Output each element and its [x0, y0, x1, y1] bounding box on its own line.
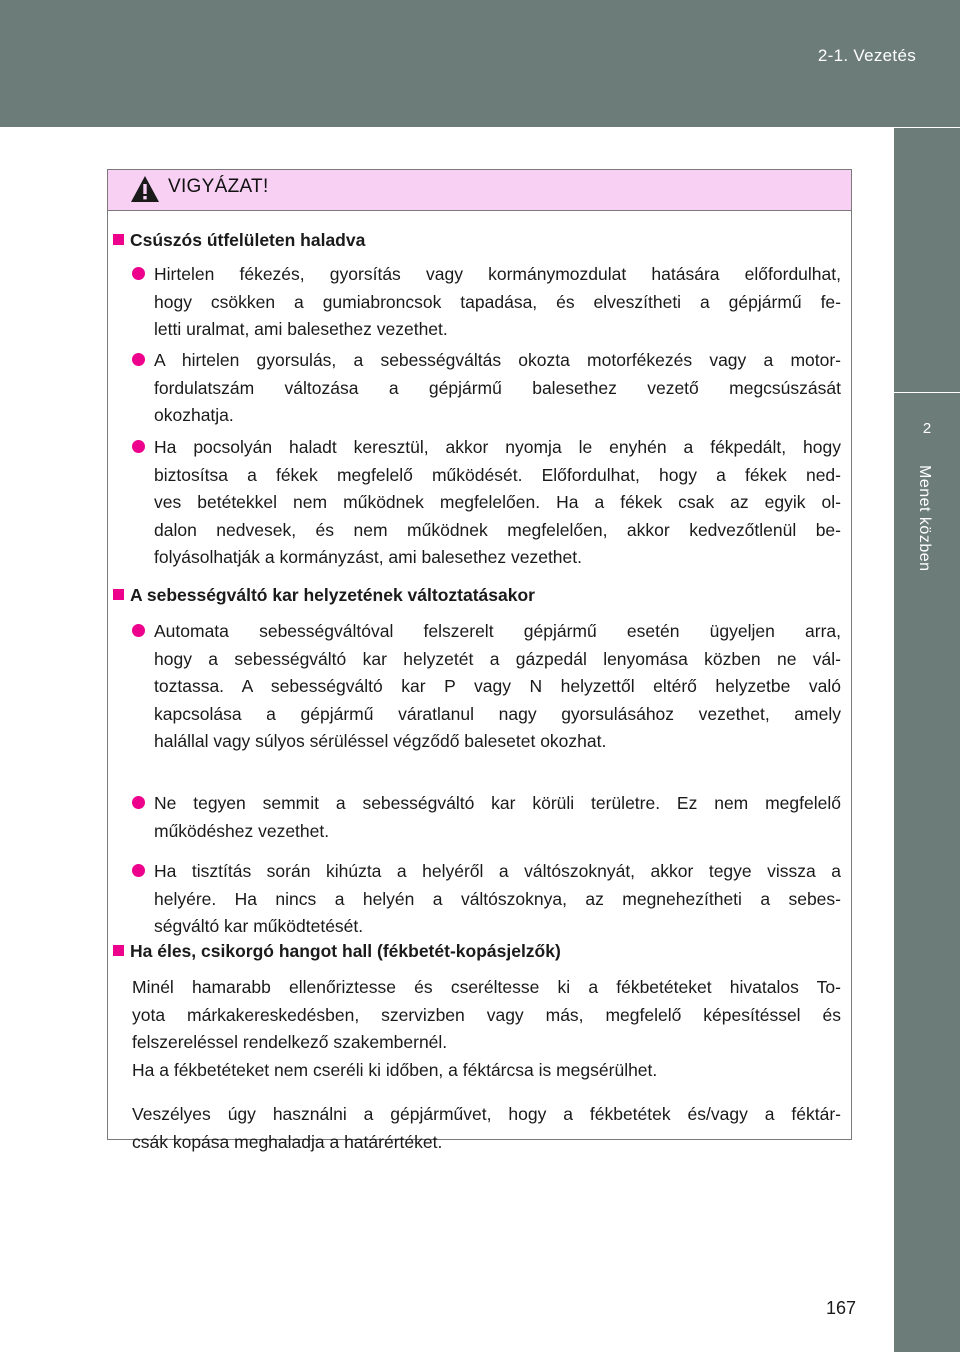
section-heading-text: Csúszós útfelületen haladva [130, 230, 366, 250]
square-bullet-icon [113, 234, 124, 245]
text-line: yota márkakereskedésben, szervizben vagy más, megfelelő képesítéssel és [132, 1004, 841, 1025]
text-line: hogy a sebességváltó kar helyzetét a gázpedál lenyomása közben ne vál- [154, 648, 841, 669]
text-line: hogy csökken a gumiabroncsok tapadása, és elveszítheti a gépjármű fe- [154, 291, 841, 312]
round-bullet-icon [132, 440, 145, 453]
text-line: ves betétekkel nem működnek megfelelően. Ha a fékek csak az egyik ol- [154, 492, 841, 512]
chapter-number: 2 [922, 420, 932, 437]
text-line: halállal vagy súlyos sérüléssel végződő balesetet okozhat. [154, 731, 607, 751]
section-heading [113, 230, 365, 251]
warning-triangle-icon [130, 175, 160, 203]
text-line: működéshez vezethet. [154, 820, 330, 841]
round-bullet-icon [132, 624, 145, 637]
round-bullet-icon [132, 267, 145, 280]
square-bullet-icon [113, 945, 124, 956]
text-line: ségváltó kar működtetését. [154, 916, 364, 936]
text-line: Automata sebességváltóval felszerelt gépjármű esetén ügyeljen arra, [154, 621, 841, 641]
text-line: kapcsolása a gépjármű váratlanul nagy gyorsulásához vezethet, amely [154, 703, 841, 724]
text-line: fordulatszám változása a gépjármű balesethez vezető megcsúszását [154, 377, 841, 398]
section-heading [113, 585, 535, 606]
text-line: Ha pocsolyán haladt keresztül, akkor nyomja le enyhén a fékpedált, hogy [154, 437, 841, 457]
round-bullet-icon [132, 353, 145, 366]
text-line: folyásolhatják a kormányzást, ami balesethez vezethet. [154, 547, 582, 567]
page-number: 167 [825, 1298, 856, 1318]
text-line: Ha tisztítás során kihúzta a helyéről a váltószoknyát, akkor tegye vissza a [154, 861, 841, 881]
text-line: helyére. Ha nincs a helyén a váltószoknya, az megnehezítheti a sebes- [154, 888, 841, 909]
section-heading-text: A sebességváltó kar helyzetének változtatásakor [130, 585, 535, 605]
text-line: Minél hamarabb ellenőriztesse és cseréltesse ki a fékbetéteket hivatalos To- [132, 977, 841, 997]
text-line: dalon nedvesek, és nem működnek megfelelően, akkor kedvezőtlenül be- [154, 519, 841, 540]
text-line: A hirtelen gyorsulás, a sebességváltás okozta motorfékezés vagy a motor- [154, 350, 841, 370]
warning-box [107, 169, 852, 1152]
text-line: letti uralmat, ami balesethez vezethet. [154, 319, 448, 339]
text-line: Ha a fékbetéteket nem cseréli ki időben, a féktárcsa is megsérülhet. [132, 1059, 658, 1080]
text-line: biztosítsa a fékek megfelelő működését. Előfordulhat, hogy a fékek ned- [154, 464, 841, 485]
text-line: toztassa. A sebességváltó kar P vagy N helyzettől eltérő helyzetbe való [154, 676, 841, 696]
page-header [0, 0, 960, 127]
square-bullet-icon [113, 589, 124, 600]
text-line: okozhatja. [154, 405, 234, 425]
chapter-title: Menet közben [916, 465, 933, 572]
round-bullet-icon [132, 796, 145, 809]
text-line: csák kopása meghaladja a határértéket. [132, 1131, 443, 1152]
warning-title: VIGYÁZAT! [168, 176, 269, 197]
round-bullet-icon [132, 864, 145, 877]
section-heading [113, 941, 561, 962]
section-title: 2-1. Vezetés [817, 46, 916, 65]
text-line: Veszélyes úgy használni a gépjárművet, hogy a fékbetétek és/vagy a féktár- [132, 1104, 841, 1124]
text-line: Ne tegyen semmit a sebességváltó kar körüli területre. Ez nem megfelelő [154, 793, 841, 813]
warning-header [108, 170, 851, 211]
text-line: Hirtelen fékezés, gyorsítás vagy kormánymozdulat hatására előfordulhat, [154, 264, 841, 284]
side-tab-upper [894, 128, 960, 392]
section-heading-text: Ha éles, csikorgó hangot hall (fékbetét-kopásjelzők) [130, 941, 561, 961]
text-line: felszereléssel rendelkező szakembernél. [132, 1032, 448, 1052]
